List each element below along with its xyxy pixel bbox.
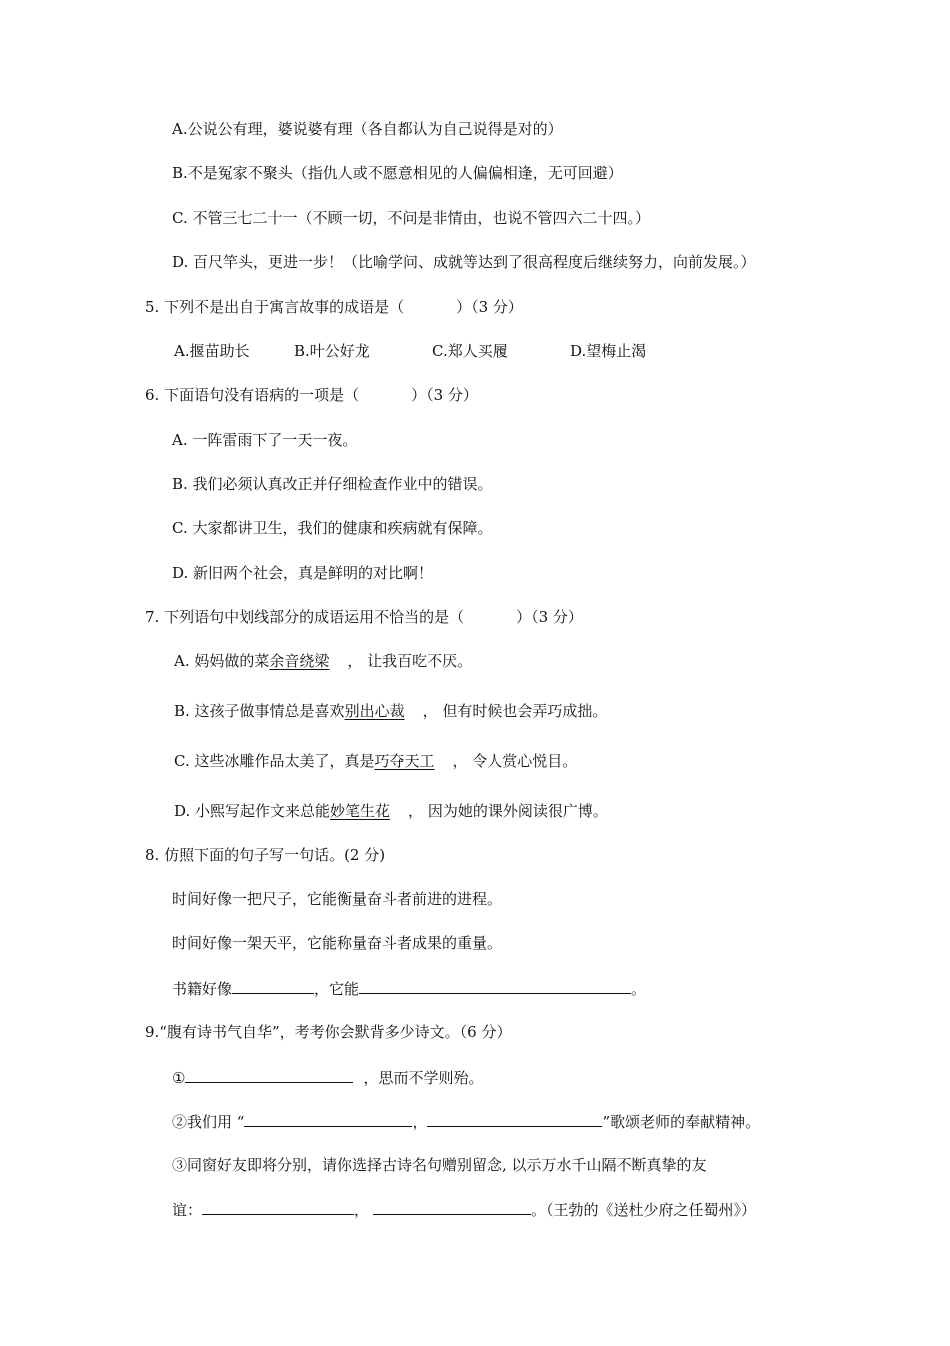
q9-item-3-tail: 。（王勃的《送杜少府之任蜀州》）	[531, 1201, 757, 1219]
q6-stem	[145, 385, 478, 405]
q6-stem-text: 6. 下面语句没有语病的一项是（	[145, 386, 360, 404]
q7-a-idiom: 余音绕梁	[269, 652, 330, 670]
q6-option-d: D. 新旧两个社会，真是鲜明的对比啊！	[172, 564, 434, 582]
q9-blank-4[interactable]	[202, 1199, 354, 1215]
q7-option-d	[174, 801, 608, 821]
q9-item-1-tail: ，思而不学则殆。	[363, 1069, 484, 1087]
q4-option-d: D. 百尺竿头，更进一步！（比喻学问、成就等达到了很高程度后继续努力，向前发展。）	[172, 253, 756, 271]
q8-blank-1[interactable]	[232, 978, 314, 994]
q5-stem-score: ）（3 分）	[456, 298, 523, 316]
q9-item-1	[172, 1067, 483, 1088]
q7-stem-score: ）（3 分）	[516, 608, 583, 626]
q8-answer-mid: ，它能	[314, 980, 360, 998]
q4-option-b: B.不是冤家不聚头（指仇人或不愿意相见的人偏偏相逢，无可回避）	[172, 164, 623, 182]
q7-b-prefix: B. 这孩子做事情总是喜欢	[174, 702, 345, 720]
q9-item-2-comma: ，	[412, 1113, 428, 1131]
q6-option-c: C. 大家都讲卫生，我们的健康和疾病就有保障。	[172, 519, 493, 537]
q7-stem	[145, 607, 583, 627]
q7-b-idiom: 别出心裁	[344, 702, 405, 720]
q8-blank-2[interactable]	[359, 978, 631, 994]
q7-c-idiom: 巧夺天工	[374, 752, 435, 770]
q9-item-3-answer	[172, 1199, 756, 1220]
q8-example-2: 时间好像一架天平，它能称量奋斗者成果的重量。	[172, 934, 503, 952]
q7-c-suffix: ， 令人赏心悦目。	[452, 752, 578, 770]
q9-item-3: ③同窗好友即将分别，请你选择古诗名句赠别留念, 以示万水千山隔不断真挚的友	[172, 1156, 707, 1174]
q9-item-2	[172, 1111, 760, 1132]
q5-option-c: C.郑人买履	[432, 342, 508, 360]
q9-blank-2[interactable]	[244, 1111, 412, 1127]
q7-c-prefix: C. 这些冰雕作品太美了，真是	[174, 752, 375, 770]
q7-d-prefix: D. 小熙写起作文来总能	[174, 802, 331, 820]
q8-stem: 8. 仿照下面的句子写一句话。(2 分)	[145, 846, 386, 864]
q5-option-b: B.叶公好龙	[294, 342, 370, 360]
q9-item-3-comma: ，	[354, 1201, 370, 1219]
q8-example-1: 时间好像一把尺子，它能衡量奋斗者前进的进程。	[172, 890, 503, 908]
q7-d-idiom: 妙笔生花	[330, 802, 391, 820]
q9-blank-3[interactable]	[427, 1111, 602, 1127]
q5-stem	[145, 297, 523, 317]
q8-answer-prefix: 书籍好像	[172, 980, 233, 998]
q9-item-3-lead: 谊：	[172, 1201, 203, 1219]
q9-blank-1[interactable]	[185, 1067, 353, 1083]
q6-option-b: B. 我们必须认真改正并仔细检查作业中的错误。	[172, 475, 493, 493]
q9-item-2-lead: ②我们用 “	[172, 1113, 245, 1131]
q5-option-d: D.望梅止渴	[570, 342, 647, 360]
q6-option-a: A. 一阵雷雨下了一天一夜。	[172, 431, 358, 449]
q5-stem-text: 5. 下列不是出自于寓言故事的成语是（	[145, 298, 405, 316]
q4-option-a: A.公说公有理，婆说婆有理（各自都认为自己说得是对的）	[172, 120, 563, 138]
q9-item-1-mark: ①	[172, 1069, 186, 1087]
q7-d-suffix: ， 因为她的课外阅读很广博。	[408, 802, 608, 820]
q7-a-suffix: ， 让我百吃不厌。	[347, 652, 473, 670]
q5-option-a: A.揠苗助长	[174, 342, 250, 360]
q7-stem-text: 7. 下列语句中划线部分的成语运用不恰当的是（	[145, 608, 465, 626]
q4-option-c: C. 不管三七二十一（不顾一切，不问是非情由，也说不管四六二十四。）	[172, 209, 650, 227]
q7-option-b	[174, 701, 607, 721]
q7-option-c	[174, 751, 577, 771]
q8-answer-line	[172, 978, 646, 999]
q7-option-a	[174, 651, 472, 671]
q9-blank-5[interactable]	[373, 1199, 531, 1215]
q8-answer-end: 。	[631, 980, 647, 998]
q7-b-suffix: ， 但有时候也会弄巧成拙。	[422, 702, 608, 720]
q9-stem: 9.“腹有诗书气自华”，考考你会默背多少诗文。（6 分）	[145, 1023, 512, 1041]
q7-a-prefix: A. 妈妈做的菜	[174, 652, 270, 670]
q6-stem-score: ）（3 分）	[411, 386, 478, 404]
q9-item-2-tail: ”歌颂老师的奉献精神。	[602, 1113, 761, 1131]
